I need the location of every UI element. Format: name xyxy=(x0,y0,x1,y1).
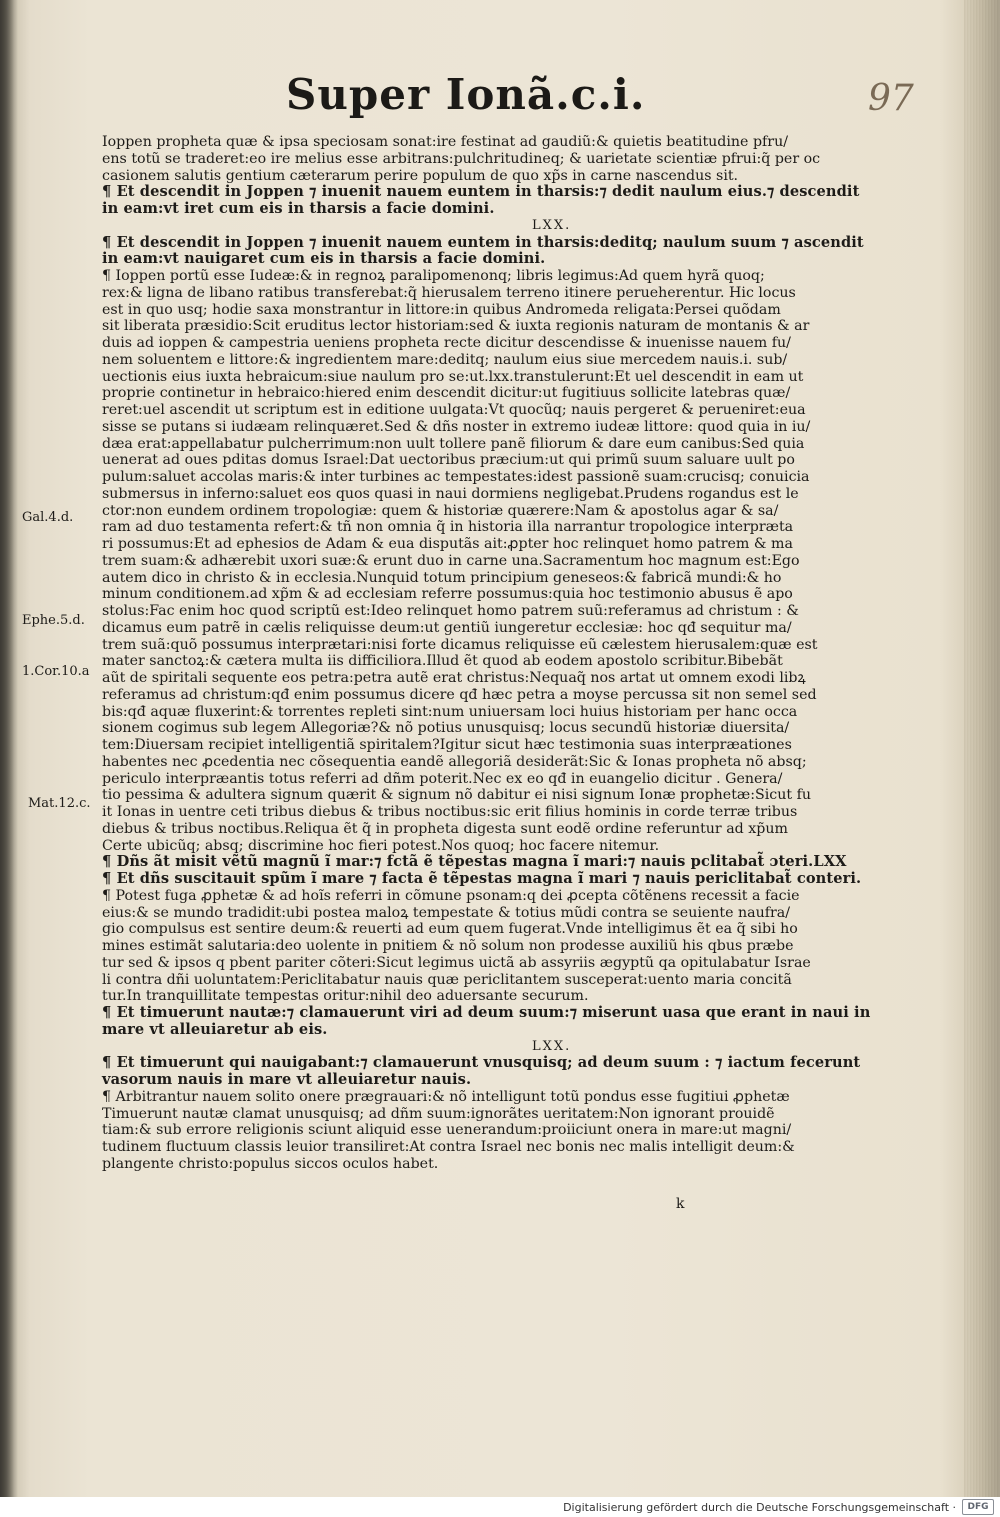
text-line: it Ionas in uentre ceti tribus diebus & tribus noctibus:sic erit filius hominis in corde terræ tribus xyxy=(102,804,798,820)
text-line: dæa erat:appellabatur pulcherrimum:non uult tollere panẽ filiorum & dare eum canibus:Sed quia xyxy=(102,435,805,452)
text-line: plangente christo:populus siccos oculos habet. xyxy=(102,1155,439,1172)
lxx-marker: LXX. xyxy=(532,217,572,233)
text-line: eius:& se mundo tradidit:ubi postea maloꝝ tempestate & totius mũdi contra se seuiente naufra/ xyxy=(102,904,791,921)
binding-shadow xyxy=(0,0,18,1497)
text-line: stolus:Fac enim hoc quod scriptũ est:Ideo relinquet homo patrem suũ:referamus ad christum : & xyxy=(102,603,799,619)
text-line: reret:uel ascendit ut scriptum est in editione uulgata:Vt quocũq; nauis pergeret & perueniret:eua xyxy=(102,402,806,418)
text-line: autem dico in christo & in ecclesia.Nunquid totum principium geneseos:& fabricã mundi:& ho xyxy=(102,569,782,586)
text-line: est in quo usq; hodie saxa monstrantur in littore:in quibus Andromeda religata:Persei quõdam xyxy=(102,301,781,318)
margin-note-cor: 1.Cor.10.a xyxy=(22,664,90,679)
text-line: li contra dñi uoluntatem:Periclitabatur nauis quæ periclitantem susceperat:uento maria concitã xyxy=(102,971,792,988)
text-line: submersus in inferno:saluet eos quos quasi in naui dormiens negligebat.Prudens rogandus est le xyxy=(102,485,799,502)
text-line: Ioppen propheta quæ & ipsa speciosam sonat:ire festinat ad gaudiũ:& quietis beatitudine pfru/ xyxy=(102,134,788,150)
text-line: ¶ Arbitrantur nauem solito onere prægrauari:& nõ intelligunt totũ pondus esse fugitiui ꝓphetæ xyxy=(102,1088,790,1105)
lemma-line: vasorum nauis in mare vt alleuiaretur nauis. xyxy=(102,1071,472,1088)
text-line: nem soluentem e littore:& ingredientem mare:deditq; naulum eius siue mercedem nauis.i. sub/ xyxy=(102,351,788,368)
text-line: ctor:non eundem ordinem tropologiæ: quem & historiæ quærere:Nam & apostolus agar & sa/ xyxy=(102,502,779,519)
lemma-line: ¶ Et descendit in Joppen ⁊ inuenit nauem euntem in tharsis:deditq; naulum suum ⁊ ascendit xyxy=(102,233,864,251)
text-line: rex:& ligna de libano ratibus transferebat:q̃ hierusalem terreno itinere perueherentur. Hic locus xyxy=(102,284,796,301)
footer-bar xyxy=(0,1497,1000,1517)
text-line: bis:qđ aquæ fluxerint:& torrentes repleti sint:num uniuersam loci huius historiam per hanc occa xyxy=(102,703,798,720)
text-line: trem suã:quõ possumus interprætari:nisi forte dicamus reliquisse eũ cælestem hierusalem:quæ est xyxy=(102,636,818,653)
text-line: sisse se putans si iudæam relinquæret.Sed & dñs noster in extremo iudeæ littore: quod quia in iu/ xyxy=(102,418,811,435)
text-line: sit liberata præsidio:Scit eruditus lector historiam:sed & iuxta regionis naturam de montanis & ar xyxy=(102,318,810,335)
lemma-line: ¶ Et timuerunt nautæ:⁊ clamauerunt viri ad deum suum:⁊ miserunt uasa que erant in naui in xyxy=(102,1004,871,1021)
text-line: periculo interpræantis totus referri ad dñm poterit.Nec ex eo qđ in euangelio dicitur . Genera/ xyxy=(102,770,783,787)
lemma-line: ¶ Et dñs suscitauit spũm ĩ mare ⁊ facta ẽ tẽpestas magna ĩ mari ⁊ nauis periclitabat̃ conteri. xyxy=(102,870,862,887)
text-line: Timuerunt nautæ clamat unusquisq; ad dñm suum:ignorãtes ueritatem:Non ignorant prouidẽ xyxy=(102,1105,775,1122)
margin-note-ephe: Ephe.5.d. xyxy=(22,613,85,628)
text-line: tur sed & ipsos q pbent pariter cõteri:Sicut legimus uictã ab assyriis ægyptũ qa opitulabatur Israe xyxy=(102,954,811,971)
margin-note-mat: Mat.12.c. xyxy=(28,796,91,811)
text-line: referamus ad christum:qđ enim possumus dicere qđ hæc petra a moyse percussa sit non semel sed xyxy=(102,686,817,703)
text-line: tem:Diuersam recipiet intelligentiã spiritalem?Igitur sicut hæc testimonia suas interpræationes xyxy=(102,737,792,753)
text-line: aũt de spiritali sequente eos petra:petra autẽ erat christus:Nequaq̃ nos artat ut omnem exodi libꝝ xyxy=(102,670,806,686)
text-line: tudinem fluctuum classis leuior transiliret:At contra Israel nec bonis nec malis intelligit deum:& xyxy=(102,1139,795,1155)
signature-mark: k xyxy=(676,1196,685,1212)
text-line: sionem cogimus sub legem Allegoriæ?& nõ potius unusquisq; locus secundũ historiæ diuersita/ xyxy=(102,720,790,737)
folio-number: 97 xyxy=(868,78,914,119)
lemma-line: ¶ Et timuerunt qui nauigabant:⁊ clamauerunt vnusquisq; ad deum suum : ⁊ iactum fecerunt xyxy=(102,1054,861,1072)
text-line: ¶ Ioppen portũ esse Iudeæ:& in regnoꝝ paralipomenonq; libris legimus:Ad quem hyrã quoq; xyxy=(102,268,765,284)
lemma-line: ¶ Et descendit in Joppen ⁊ inuenit nauem euntem in tharsis:⁊ dedit naulum eius.⁊ descendit xyxy=(102,183,860,201)
text-line: proprie continetur in hebraico:hiered enim descendit dicitur:ut fugitiuus sollicite latebras quæ/ xyxy=(102,385,791,402)
text-line: trem suam:& adhærebit uxori suæ:& erunt duo in carne una.Sacramentum hoc magnum est:Ego xyxy=(102,552,800,569)
text-line: uenerat ad oues pditas domus Israel:Dat uectoribus præcium:ut qui primũ suum saluare uult po xyxy=(102,452,795,469)
text-line: tiam:& sub errore religionis sciunt aliquid esse uenerandum:proiiciunt onera in mare:ut magni/ xyxy=(102,1122,792,1139)
text-line: habentes nec ꝓcedentia nec cõsequentia eandẽ allegoriã desiderãt:Sic & Ionas propheta nõ absq; xyxy=(102,753,807,770)
text-block xyxy=(102,134,871,1173)
lxx-marker: LXX. xyxy=(532,1038,572,1054)
lemma-line: in eam:vt iret cum eis in tharsis a facie domini. xyxy=(102,200,495,217)
lemma-line: ¶ Dñs ãt misit vẽtũ magnũ ĩ mar:⁊ fctã ẽ tẽpestas magna ĩ mari:⁊ nauis pclitabat̃ ɔteri.LXX xyxy=(102,853,847,871)
text-line: dicamus eum patrẽ in cælis reliquisse deum:ut gentiũ iungeretur ecclesiæ: hoc qđ sequitur ma/ xyxy=(102,619,792,636)
page-edges xyxy=(964,0,1000,1497)
text-line: pulum:saluet accolas maris:& inter turbines ac tempestates:idest passionẽ suam:crucisq; conuicia xyxy=(102,469,810,485)
text-line: uectionis eius iuxta hebraicum:siue naulum pro se:ut.lxx.transtulerunt:Et uel descendit in eam ut xyxy=(102,368,804,385)
lemma-line: mare vt alleuiaretur ab eis. xyxy=(102,1020,328,1038)
text-line: mater sanctoꝝ:& cætera multa iis difficiliora.Illud ẽt quod ab eodem apostolo scribitur.Bibebãt xyxy=(102,653,783,670)
margin-note-gal: Gal.4.d. xyxy=(22,510,74,525)
text-line: ens totũ se traderet:eo ire melius esse arbitrans:pulchritudineq; & uarietate scientiæ pfrui:q̃ per oc xyxy=(102,150,821,167)
text-line: diebus & tribus noctibus.Reliqua ẽt q̃ in propheta digesta sunt eodẽ ordine referuntur ad xp̃um xyxy=(102,820,788,837)
text-line: tur.In tranquillitate tempestas oritur:nihil deo aduersante securum. xyxy=(102,988,589,1005)
text-line: ram ad duo testamenta refert:& tñ non omnia q̃ in historia illa narrantur tropologice interpræta xyxy=(102,519,794,536)
text-line: casionem salutis gentium cæterarum perire populum de quo xp̃s in carne nascendus sit. xyxy=(102,167,739,184)
text-line: minum conditionem.ad xp̃m & ad ecclesiam referre possumus:quia hoc testimonio abusus ẽ apo xyxy=(102,586,793,603)
lemma-line: in eam:vt nauigaret cum eis in tharsis a facie domini. xyxy=(102,250,546,268)
text-line: Certe ubicũq; absq; discrimine hoc fieri potest.Nos quoq; hoc facere nitemur. xyxy=(102,837,660,854)
text-line: duis ad ioppen & campestria ueniens propheta recte dicitur descendisse & inuenisse nauem fu/ xyxy=(102,335,791,351)
text-line: gio compulsus est sentire deum:& reuerti ad eum quem fugerat.Vnde intelligimus ẽt ea q̃ sibi ho xyxy=(102,921,798,938)
text-line: mines estimãt salutaria:deo uolente in pnitiem & nõ solum non prodesse auxiliũ his qbus præbe xyxy=(102,938,794,954)
text-line: tio pessima & adultera signum quærit & signum nõ dabitur ei nisi signum Ionæ prophetæ:Sicut fu xyxy=(102,787,811,804)
footer-credit: Digitalisierung gefördert durch die Deutsche Forschungsgemeinschaft · xyxy=(563,1500,956,1514)
running-header: Super Ionã.c.i. xyxy=(286,70,646,119)
text-line: ri possumus:Et ad ephesios de Adam & eua disputãs ait:ꝓpter hoc relinquet homo patrem & ma xyxy=(102,536,793,552)
text-line: ¶ Potest fuga ꝓphetæ & ad hoĩs referri in cõmune psonam:q dei ꝓcepta cõtẽnens recessit a facie xyxy=(102,887,800,904)
dfg-logo: DFG xyxy=(962,1499,994,1515)
